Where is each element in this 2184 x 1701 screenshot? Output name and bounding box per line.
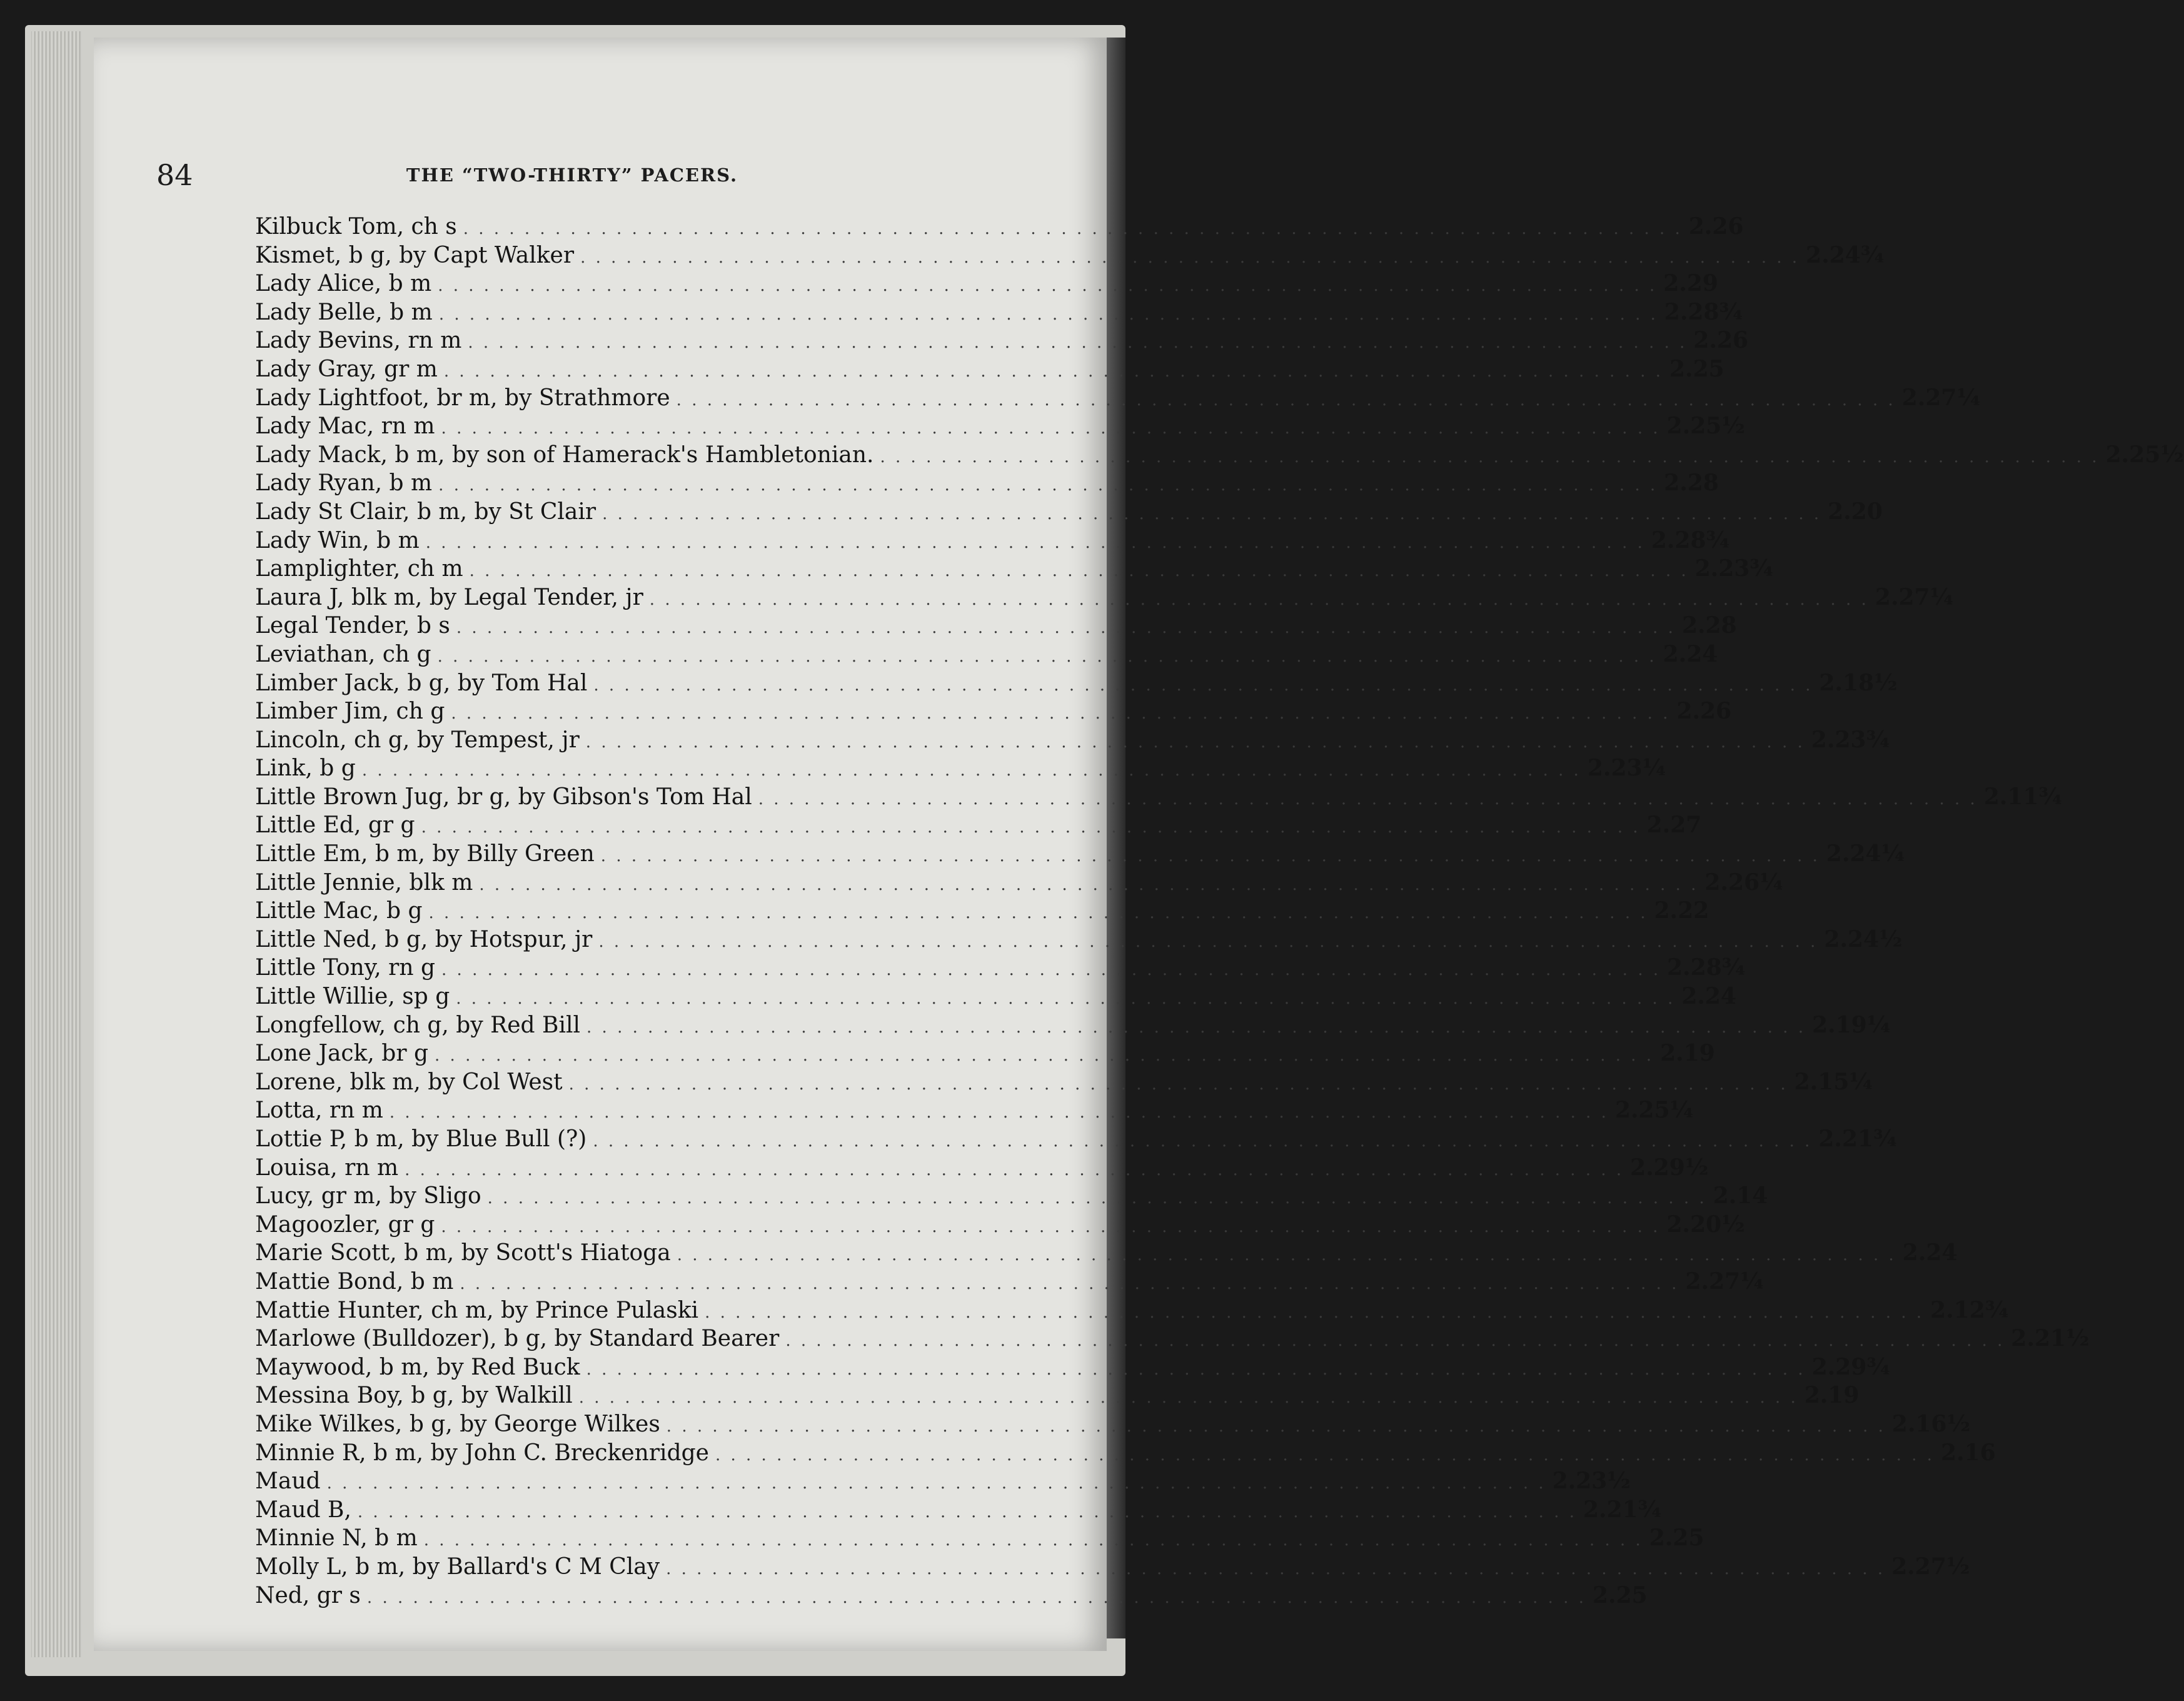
horse-name: Lone Jack, br g xyxy=(255,1041,429,1067)
list-item xyxy=(255,811,1702,840)
dot-leader: . . . . . . . . . . . . . . . . . . . . . . . . . . . . . . . . . . . . . . . . . . . . . . . . . . . . . . . . . . . . . . . . . . . . . . . . . . . . . . . . xyxy=(437,647,1657,666)
list-item xyxy=(255,897,1709,926)
horse-name: Messina Boy, b g, by Walkill xyxy=(255,1383,573,1409)
record-time: 2.27¼ xyxy=(1901,384,1980,411)
list-item xyxy=(255,669,1898,698)
horse-name: Marie Scott, b m, by Scott's Hiatoga xyxy=(255,1240,671,1266)
record-time: 2.21¾ xyxy=(1583,1496,1662,1523)
record-time: 2.19 xyxy=(1804,1382,1859,1409)
record-time: 2.28 xyxy=(1681,612,1737,639)
horse-name: Leviathan, ch g xyxy=(255,641,431,667)
pacer-list xyxy=(255,213,2184,1610)
horse-name: Mike Wilkes, b g, by George Wilkes xyxy=(255,1411,660,1437)
horse-name: Maud xyxy=(255,1468,321,1495)
horse-name: Mattie Bond, b m xyxy=(255,1268,454,1295)
record-time: 2.22 xyxy=(1654,897,1709,924)
record-time: 2.29 xyxy=(1663,270,1718,297)
list-item xyxy=(255,1353,1890,1382)
horse-name: Little Brown Jug, br g, by Gibson's Tom Hal xyxy=(255,784,752,810)
list-item xyxy=(255,869,1783,897)
dot-leader: . . . . . . . . . . . . . . . . . . . . . . . . . . . . . . . . . . . . . . . . . . . . . . . . . . . . . . . . . . . . . . . . . . . . . . . . . . . . . . . . xyxy=(676,390,1896,410)
page-number: 84 xyxy=(156,158,193,192)
list-item xyxy=(255,697,1732,726)
record-time: 2.24 xyxy=(1663,640,1718,667)
list-item xyxy=(255,555,1773,583)
list-item xyxy=(255,1524,1704,1553)
record-time: 2.25½ xyxy=(1666,413,1745,440)
list-item xyxy=(255,326,1749,355)
dot-leader: . . . . . . . . . . . . . . . . . . . . . . . . . . . . . . . . . . . . . . . . . . . . . . . . . . . . . . . . . . . . . . . . . . . . . . . . . . . . . . . . xyxy=(438,476,1658,495)
dot-leader: . . . . . . . . . . . . . . . . . . . . . . . . . . . . . . . . . . . . . . . . . . . . . . . . . . . . . . . . . . . . . . . . . . . . . . . . . . . . . . . . xyxy=(405,1160,1624,1179)
list-item xyxy=(255,1182,1768,1211)
horse-name: Lady Ryan, b m xyxy=(255,470,433,497)
record-time: 2.19 xyxy=(1660,1040,1715,1067)
horse-name: Lincoln, ch g, by Tempest, jr xyxy=(255,727,580,753)
running-title: THE “TWO-THIRTY” PACERS. xyxy=(406,164,738,186)
dot-leader: . . . . . . . . . . . . . . . . . . . . . . . . . . . . . . . . . . . . . . . . . . . . . . . . . . . . . . . . . . . . . . . . . . . . . . . . . . . . . . . . xyxy=(460,1274,1679,1293)
list-item xyxy=(255,1239,1958,1268)
horse-name: Maywood, b m, by Red Buck xyxy=(255,1354,580,1380)
dot-leader: . . . . . . . . . . . . . . . . . . . . . . . . . . . . . . . . . . . . . . . . . . . . . . . . . . . . . . . . . . . . . . . . . . . . . . . . . . . . . . . . xyxy=(666,1559,1886,1578)
page-header xyxy=(156,153,988,197)
horse-name: Limber Jim, ch g xyxy=(255,699,445,725)
record-time: 2.27¼ xyxy=(1875,583,1954,610)
list-item xyxy=(255,213,1744,241)
horse-name: Mattie Hunter, ch m, by Prince Pulaski xyxy=(255,1297,699,1323)
dot-leader: . . . . . . . . . . . . . . . . . . . . . . . . . . . . . . . . . . . . . . . . . . . . . . . . . . . . . . . . . . . . . . . . . . . . . . . . . . . . . . . . xyxy=(600,847,1820,866)
record-time: 2.28¾ xyxy=(1651,527,1730,553)
dot-leader: . . . . . . . . . . . . . . . . . . . . . . . . . . . . . . . . . . . . . . . . . . . . . . . . . . . . . . . . . . . . . . . . . . . . . . . . . . . . . . . . xyxy=(421,818,1641,837)
record-time: 2.26¼ xyxy=(1704,869,1783,896)
list-item xyxy=(255,1381,1859,1410)
list-item xyxy=(255,954,1746,982)
list-item xyxy=(255,1439,1996,1468)
record-time: 2.27¼ xyxy=(1685,1268,1764,1295)
dot-leader: . . . . . . . . . . . . . . . . . . . . . . . . . . . . . . . . . . . . . . . . . . . . . . . . . . . . . . . . . . . . . . . . . . . . . . . . . . . . . . . . xyxy=(593,675,1813,695)
list-item xyxy=(255,1039,1715,1068)
horse-name: Little Willie, sp g xyxy=(255,984,450,1010)
list-item xyxy=(255,1410,1971,1439)
dot-leader: . . . . . . . . . . . . . . . . . . . . . . . . . . . . . . . . . . . . . . . . . . . . . . . . . . . . . . . . . . . . . . . . . . . . . . . . . . . . . . . . xyxy=(586,1017,1806,1037)
horse-name: Magoozler, gr g xyxy=(255,1211,435,1238)
dot-leader: . . . . . . . . . . . . . . . . . . . . . . . . . . . . . . . . . . . . . . . . . . . . . . . . . . . . . . . . . . . . . . . . . . . . . . . . . . . . . . . . xyxy=(456,989,1676,1009)
record-time: 2.29¾ xyxy=(1811,1353,1890,1380)
horse-name: Lorene, blk m, by Col West xyxy=(255,1069,563,1095)
horse-name: Lady Mack, b m, by son of Hamerack's Hambletonian. xyxy=(255,442,874,468)
record-time: 2.25½ xyxy=(2105,441,2184,468)
list-item xyxy=(255,612,1737,640)
dot-leader: . . . . . . . . . . . . . . . . . . . . . . . . . . . . . . . . . . . . . . . . . . . . . . . . . . . . . . . . . . . . . . . . . . . . . . . . . . . . . . . . xyxy=(568,1074,1788,1094)
record-time: 2.20 xyxy=(1828,498,1883,525)
dot-leader: . . . . . . . . . . . . . . . . . . . . . . . . . . . . . . . . . . . . . . . . . . . . . . . . . . . . . . . . . . . . . . . . . . . . . . . . . . . . . . . . xyxy=(585,732,1805,752)
dot-leader: . . . . . . . . . . . . . . . . . . . . . . . . . . . . . . . . . . . . . . . . . . . . . . . . . . . . . . . . . . . . . . . . . . . . . . . . . . . . . . . . xyxy=(469,562,1689,581)
dot-leader: . . . . . . . . . . . . . . . . . . . . . . . . . . . . . . . . . . . . . . . . . . . . . . . . . . . . . . . . . . . . . . . . . . . . . . . . . . . . . . . . xyxy=(428,904,1648,923)
list-item xyxy=(255,498,1883,527)
dot-leader: . . . . . . . . . . . . . . . . . . . . . . . . . . . . . . . . . . . . . . . . . . . . . . . . . . . . . . . . . . . . . . . . . . . . . . . . . . . . . . . . xyxy=(435,1046,1654,1066)
record-time: 2.26 xyxy=(1676,698,1732,725)
list-item xyxy=(255,412,1745,441)
horse-name: Lady Mac, rn m xyxy=(255,413,435,440)
page-edges xyxy=(31,31,81,1657)
record-time: 2.24 xyxy=(1902,1239,1958,1266)
record-time: 2.25 xyxy=(1649,1525,1704,1552)
dot-leader: . . . . . . . . . . . . . . . . . . . . . . . . . . . . . . . . . . . . . . . . . . . . . . . . . . . . . . . . . . . . . . . . . . . . . . . . . . . . . . . . xyxy=(593,1132,1813,1151)
dot-leader: . . . . . . . . . . . . . . . . . . . . . . . . . . . . . . . . . . . . . . . . . . . . . . . . . . . . . . . . . . . . . . . . . . . . . . . . . . . . . . . . xyxy=(366,1588,1587,1607)
horse-name: Little Mac, b g xyxy=(255,898,423,924)
list-item xyxy=(255,355,1724,384)
dot-leader: . . . . . . . . . . . . . . . . . . . . . . . . . . . . . . . . . . . . . . . . . . . . . . . . . . . . . . . . . . . . . . . . . . . . . . . . . . . . . . . . xyxy=(441,419,1661,438)
horse-name: Lamplighter, ch m xyxy=(255,556,463,582)
list-item xyxy=(255,840,1905,869)
horse-name: Lady Win, b m xyxy=(255,527,420,553)
horse-name: Legal Tender, b s xyxy=(255,613,450,639)
record-time: 2.20½ xyxy=(1666,1211,1745,1238)
dot-leader: . . . . . . . . . . . . . . . . . . . . . . . . . . . . . . . . . . . . . . . . . . . . . . . . . . . . . . . . . . . . . . . . . . . . . . . . . . . . . . . . xyxy=(456,618,1676,638)
record-time: 2.23½ xyxy=(1552,1468,1631,1495)
dot-leader: . . . . . . . . . . . . . . . . . . . . . . . . . . . . . . . . . . . . . . . . . . . . . . . . . . . . . . . . . . . . . . . . . . . . . . . . . . . . . . . . xyxy=(425,533,1645,552)
horse-name: Molly L, b m, by Ballard's C M Clay xyxy=(255,1553,660,1580)
record-time: 2.16 xyxy=(1941,1439,1996,1466)
dot-leader: . . . . . . . . . . . . . . . . . . . . . . . . . . . . . . . . . . . . . . . . . . . . . . . . . . . . . . . . . . . . . . . . . . . . . . . . . . . . . . . . xyxy=(715,1445,1935,1465)
horse-name: Little Ed, gr g xyxy=(255,812,415,839)
dot-leader: . . . . . . . . . . . . . . . . . . . . . . . . . . . . . . . . . . . . . . . . . . . . . . . . . . . . . . . . . . . . . . . . . . . . . . . . . . . . . . . . xyxy=(649,590,1869,609)
dot-leader: . . . . . . . . . . . . . . . . . . . . . . . . . . . . . . . . . . . . . . . . . . . . . . . . . . . . . . . . . . . . . . . . . . . . . . . . . . . . . . . . xyxy=(443,361,1663,381)
horse-name: Lady Alice, b m xyxy=(255,271,432,297)
record-time: 2.27 xyxy=(1646,812,1702,839)
dot-leader: . . . . . . . . . . . . . . . . . . . . . . . . . . . . . . . . . . . . . . . . . . . . . . . . . . . . . . . . . . . . . . . . . . . . . . . . . . . . . . . . xyxy=(880,447,2100,467)
horse-name: Lottie P, b m, by Blue Bull (?) xyxy=(255,1126,587,1152)
dot-leader: . . . . . . . . . . . . . . . . . . . . . . . . . . . . . . . . . . . . . . . . . . . . . . . . . . . . . . . . . . . . . . . . . . . . . . . . . . . . . . . . xyxy=(441,961,1661,980)
horse-name: Kismet, b g, by Capt Walker xyxy=(255,242,575,268)
list-item xyxy=(255,754,1666,783)
horse-name: Minnie N, b m xyxy=(255,1525,418,1552)
list-item xyxy=(255,298,1743,327)
horse-name: Maud B, xyxy=(255,1497,351,1523)
dot-leader: . . . . . . . . . . . . . . . . . . . . . . . . . . . . . . . . . . . . . . . . . . . . . . . . . . . . . . . . . . . . . . . . . . . . . . . . . . . . . . . . xyxy=(438,276,1658,296)
list-item xyxy=(255,726,1890,755)
dot-leader: . . . . . . . . . . . . . . . . . . . . . . . . . . . . . . . . . . . . . . . . . . . . . . . . . . . . . . . . . . . . . . . . . . . . . . . . . . . . . . . . xyxy=(361,761,1581,780)
list-item xyxy=(255,982,1737,1011)
horse-name: Laura J, blk m, by Legal Tender, jr xyxy=(255,584,643,610)
horse-name: Marlowe (Bulldozer), b g, by Standard Bearer xyxy=(255,1326,780,1352)
dot-leader: . . . . . . . . . . . . . . . . . . . . . . . . . . . . . . . . . . . . . . . . . . . . . . . . . . . . . . . . . . . . . . . . . . . . . . . . . . . . . . . . xyxy=(487,1189,1707,1208)
horse-name: Lady St Clair, b m, by St Clair xyxy=(255,498,596,525)
horse-name: Longfellow, ch g, by Red Bill xyxy=(255,1012,581,1038)
list-item xyxy=(255,1154,1709,1183)
horse-name: Little Jennie, blk m xyxy=(255,869,473,896)
list-item xyxy=(255,1582,1648,1610)
record-time: 2.28¾ xyxy=(1667,954,1746,981)
dot-leader: . . . . . . . . . . . . . . . . . . . . . . . . . . . . . . . . . . . . . . . . . . . . . . . . . . . . . . . . . . . . . . . . . . . . . . . . . . . . . . . . xyxy=(479,875,1699,894)
dot-leader: . . . . . . . . . . . . . . . . . . . . . . . . . . . . . . . . . . . . . . . . . . . . . . . . . . . . . . . . . . . . . . . . . . . . . . . . . . . . . . . . xyxy=(438,305,1658,324)
list-item xyxy=(255,1553,1970,1582)
list-item xyxy=(255,441,2184,470)
record-time: 2.24½ xyxy=(1824,926,1903,952)
list-item xyxy=(255,241,1885,270)
dot-leader: . . . . . . . . . . . . . . . . . . . . . . . . . . . . . . . . . . . . . . . . . . . . . . . . . . . . . . . . . . . . . . . . . . . . . . . . . . . . . . . . xyxy=(578,1388,1798,1408)
dot-leader: . . . . . . . . . . . . . . . . . . . . . . . . . . . . . . . . . . . . . . . . . . . . . . . . . . . . . . . . . . . . . . . . . . . . . . . . . . . . . . . . xyxy=(586,1360,1806,1379)
list-item xyxy=(255,469,1719,498)
list-item xyxy=(255,1011,1891,1040)
list-item xyxy=(255,384,1980,413)
horse-name: Lady Gray, gr m xyxy=(255,356,438,382)
horse-name: Little Tony, rn g xyxy=(255,955,436,981)
horse-name: Lucy, gr m, by Sligo xyxy=(255,1183,481,1209)
list-item xyxy=(255,1268,1764,1296)
dot-leader: . . . . . . . . . . . . . . . . . . . . . . . . . . . . . . . . . . . . . . . . . . . . . . . . . . . . . . . . . . . . . . . . . . . . . . . . . . . . . . . . xyxy=(785,1331,2005,1351)
record-time: 2.27½ xyxy=(1891,1553,1970,1580)
list-item xyxy=(255,1467,1631,1496)
record-time: 2.23¼ xyxy=(1587,755,1666,782)
dot-leader: . . . . . . . . . . . . . . . . . . . . . . . . . . . . . . . . . . . . . . . . . . . . . . . . . . . . . . . . . . . . . . . . . . . . . . . . . . . . . . . . xyxy=(389,1103,1609,1123)
horse-name: Limber Jack, b g, by Tom Hal xyxy=(255,670,588,696)
dot-leader: . . . . . . . . . . . . . . . . . . . . . . . . . . . . . . . . . . . . . . . . . . . . . . . . . . . . . . . . . . . . . . . . . . . . . . . . . . . . . . . . xyxy=(580,248,1800,267)
dot-leader: . . . . . . . . . . . . . . . . . . . . . . . . . . . . . . . . . . . . . . . . . . . . . . . . . . . . . . . . . . . . . . . . . . . . . . . . . . . . . . . . xyxy=(357,1502,1577,1522)
list-item xyxy=(255,1096,1694,1125)
horse-name: Lotta, rn m xyxy=(255,1098,383,1124)
record-time: 2.21¾ xyxy=(1818,1126,1897,1152)
list-item xyxy=(255,783,2063,812)
record-time: 2.15¼ xyxy=(1794,1068,1873,1095)
record-time: 2.28 xyxy=(1664,470,1719,497)
record-time: 2.23¾ xyxy=(1811,726,1890,753)
horse-name: Little Ned, b g, by Hotspur, jr xyxy=(255,926,593,952)
record-time: 2.25 xyxy=(1593,1582,1648,1608)
record-time: 2.26 xyxy=(1693,327,1749,354)
record-time: 2.24 xyxy=(1681,983,1737,1010)
dot-leader: . . . . . . . . . . . . . . . . . . . . . . . . . . . . . . . . . . . . . . . . . . . . . . . . . . . . . . . . . . . . . . . . . . . . . . . . . . . . . . . . xyxy=(758,789,1978,809)
horse-name: Link, b g xyxy=(255,755,356,782)
list-item xyxy=(255,640,1718,669)
horse-name: Little Em, b m, by Billy Green xyxy=(255,841,595,867)
horse-name: Minnie R, b m, by John C. Breckenridge xyxy=(255,1440,709,1466)
dot-leader: . . . . . . . . . . . . . . . . . . . . . . . . . . . . . . . . . . . . . . . . . . . . . . . . . . . . . . . . . . . . . . . . . . . . . . . . . . . . . . . . xyxy=(677,1246,1896,1265)
dot-leader: . . . . . . . . . . . . . . . . . . . . . . . . . . . . . . . . . . . . . . . . . . . . . . . . . . . . . . . . . . . . . . . . . . . . . . . . . . . . . . . . xyxy=(602,504,1822,523)
list-item xyxy=(255,1496,1662,1525)
dot-leader: . . . . . . . . . . . . . . . . . . . . . . . . . . . . . . . . . . . . . . . . . . . . . . . . . . . . . . . . . . . . . . . . . . . . . . . . . . . . . . . . xyxy=(463,220,1683,238)
dot-leader: . . . . . . . . . . . . . . . . . . . . . . . . . . . . . . . . . . . . . . . . . . . . . . . . . . . . . . . . . . . . . . . . . . . . . . . . . . . . . . . . xyxy=(468,333,1688,353)
list-item xyxy=(255,1325,2090,1353)
record-time: 2.28¾ xyxy=(1664,298,1743,325)
record-time: 2.25 xyxy=(1669,355,1724,382)
record-time: 2.24¾ xyxy=(1806,241,1885,268)
dot-leader: . . . . . . . . . . . . . . . . . . . . . . . . . . . . . . . . . . . . . . . . . . . . . . . . . . . . . . . . . . . . . . . . . . . . . . . . . . . . . . . . xyxy=(666,1416,1886,1436)
horse-name: Kilbuck Tom, ch s xyxy=(255,214,457,240)
record-time: 2.16½ xyxy=(1891,1410,1971,1437)
dot-leader: . . . . . . . . . . . . . . . . . . . . . . . . . . . . . . . . . . . . . . . . . . . . . . . . . . . . . . . . . . . . . . . . . . . . . . . . . . . . . . . . xyxy=(423,1531,1643,1550)
record-time: 2.23¾ xyxy=(1694,555,1773,582)
dot-leader: . . . . . . . . . . . . . . . . . . . . . . . . . . . . . . . . . . . . . . . . . . . . . . . . . . . . . . . . . . . . . . . . . . . . . . . . . . . . . . . . xyxy=(705,1303,1925,1322)
dot-leader: . . . . . . . . . . . . . . . . . . . . . . . . . . . . . . . . . . . . . . . . . . . . . . . . . . . . . . . . . . . . . . . . . . . . . . . . . . . . . . . . xyxy=(326,1474,1546,1493)
record-time: 2.11¾ xyxy=(1983,783,2063,810)
list-item xyxy=(255,1068,1873,1097)
record-time: 2.14 xyxy=(1713,1183,1768,1209)
horse-name: Ned, gr s xyxy=(255,1582,361,1608)
record-time: 2.24¼ xyxy=(1826,840,1905,867)
list-item xyxy=(255,583,1954,612)
horse-name: Lady Belle, b m xyxy=(255,299,433,325)
record-time: 2.12¾ xyxy=(1930,1296,2009,1323)
horse-name: Louisa, rn m xyxy=(255,1154,399,1181)
record-time: 2.26 xyxy=(1688,213,1744,240)
list-item xyxy=(255,1211,1745,1239)
list-item xyxy=(255,527,1730,555)
list-item xyxy=(255,1296,2009,1325)
dot-leader: . . . . . . . . . . . . . . . . . . . . . . . . . . . . . . . . . . . . . . . . . . . . . . . . . . . . . . . . . . . . . . . . . . . . . . . . . . . . . . . . xyxy=(451,704,1671,724)
list-item xyxy=(255,1125,1897,1154)
record-time: 2.21½ xyxy=(2011,1325,2090,1352)
horse-name: Lady Lightfoot, br m, by Strathmore xyxy=(255,385,670,411)
horse-name: Lady Bevins, rn m xyxy=(255,328,462,354)
record-time: 2.29½ xyxy=(1630,1154,1709,1181)
list-item xyxy=(255,926,1903,954)
record-time: 2.25¼ xyxy=(1614,1097,1694,1124)
record-time: 2.18½ xyxy=(1819,669,1898,696)
record-time: 2.19¼ xyxy=(1812,1011,1891,1038)
dot-leader: . . . . . . . . . . . . . . . . . . . . . . . . . . . . . . . . . . . . . . . . . . . . . . . . . . . . . . . . . . . . . . . . . . . . . . . . . . . . . . . . xyxy=(441,1217,1661,1236)
list-item xyxy=(255,270,1718,298)
dot-leader: . . . . . . . . . . . . . . . . . . . . . . . . . . . . . . . . . . . . . . . . . . . . . . . . . . . . . . . . . . . . . . . . . . . . . . . . . . . . . . . . xyxy=(598,932,1818,951)
